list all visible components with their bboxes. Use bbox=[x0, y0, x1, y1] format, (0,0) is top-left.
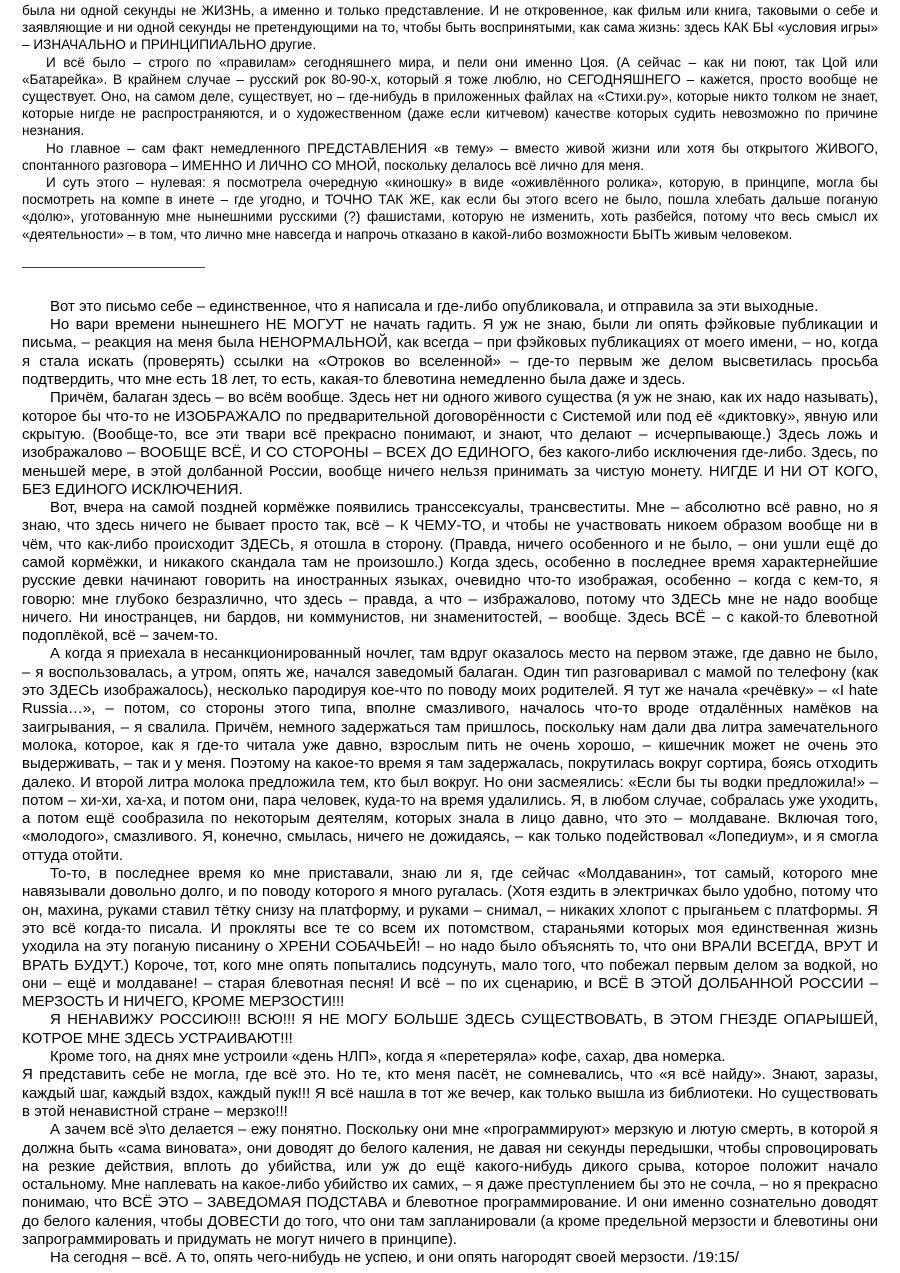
paragraph: То-то, в последнее время ко мне приставали, знаю ли я, где сейчас «Молдаванин», тот самый, которого мне навязывали довольно долго, и по поводу которого я много ругалась. (Хотя ездить в электричках было удобно, потому что он, махина, руками ставил тётку снизу на платформу, и руками – снимал, – никаких хлопот с прыганьем с платформы. Я это всё когда-то писала. И прокляты все те со всем их потомством, стараньями которых моя единственная жизнь уходила на эту поганую писанину о ХРЕНИ СОБАЧЬЕЙ! – но надо было объяснять то, что они ВРАЛИ ВСЕГДА, ВРУТ И ВРАТЬ БУДУТ.) Короче, тот, кого мне опять попытались подсунуть, мало того, что побежал первым делом за водкой, но они – ещё и молдаване! – старая блевотная песня! И всё – по их сценарию, и ВСЁ В ЭТОЙ ДОЛБАННОЙ РОССИИ – МЕРЗОСТЬ И НИЧЕГО, КРОМЕ МЕРЗОСТИ!!! bbox=[22, 865, 878, 1011]
document-page bbox=[22, 0, 878, 1268]
paragraph: А зачем всё э\то делается – ежу понятно. Поскольку они мне «программируют» мерзкую и лютую смерть, в которой я должна быть «сама виновата», они доводят до белого каления, не давая ни секунды передышки, чтобы спровоцировать на резкие действия, вплоть до убийства, или уж до ещё какого-нибудь дикого срыва, которое положит начало остальному. Мне наплевать на какое-либо убийство их самих, – я даже преступлением бы это не сочла, – но я прекрасно понимаю, что ВСЁ ЭТО – ЗАВЕДОМАЯ ПОДСТАВА и блевотное программирование. И они именно сознательно доводят до белого каления, чтобы ДОВЕСТИ до того, что они там запланировали (а кроме предельной мерзости и блевотины они запрограммировать и придумать не могут ничего в принципе). bbox=[22, 1121, 878, 1248]
paragraph: Причём, балаган здесь – во всём вообще. Здесь нет ни одного живого существа (я уж не знаю, как их надо называть), которое бы что-то не ИЗОБРАЖАЛО по предварительной договорённости с Системой или под её «диктовку», явную или скрытую. (Вообще-то, все эти твари всё прекрасно понимают, и знают, что делают – исчерпывающе.) Здесь ложь и изображалово – ВООБЩЕ ВСЁ, И СО СТОРОНЫ – ВСЕХ ДО ЕДИНОГО, без какого-либо исключения где-либо. Здесь, по меньшей мере, в этой долбанной России, вообще ничего нельзя принимать за чистую монету. НИГДЕ И НИ ОТ КОГО, БЕЗ ЕДИНОГО ИСКЛЮЧЕНИЯ. bbox=[22, 389, 878, 498]
paragraph: И суть этого – нулевая: я посмотрела очередную «киношку» в виде «оживлённого ролика», которую, в принципе, могла бы посмотреть на компе в инете – где угодно, и ТОЧНО ТАК ЖЕ, как если бы этого всего не было, пошла хлебать дальше поганую «долю», уготованную мне нынешними русскими (?) фашистами, которую не изменить, хоть разбейся, потому что весь смысл их «деятельности» – в том, что лично мне навсегда и напрочь отказано в какой-либо возможности БЫТЬ живым человеком. bbox=[22, 175, 878, 242]
paragraph: И всё было – строго по «правилам» сегодняшнего мира, и пели они именно Цоя. (А сейчас – как ни поют, так Цой или «Батарейка». В крайнем случае – русский рок 80-90-х, который я тоже люблю, но СЕГОДНЯШНЕГО – кажется, просто вообще не существует. Оно, на самом деле, существует, но – где-нибудь в приложенных файлах на «Стихи.ру», которые никто толком не знает, которые нигде не распространяются, и о художественном (даже если китчевом) качестве которых судить невозможно по причине незнания. bbox=[22, 54, 878, 139]
section-divider bbox=[22, 267, 205, 268]
paragraph: На сегодня – всё. А то, опять чего-нибудь не успею, и они опять нагородят своей мерзости. /19:15/ bbox=[50, 1249, 740, 1267]
paragraph: Я представить себе не могла, где всё это. Но те, кто меня пасёт, не сомневались, что «я всё найду». Знают, заразы, каждый шаг, каждый вздох, каждый пук!!! Я всё нашла в тот же вечер, как только вышла из библиотеки. Но существовать в этой ненавистной стране – мерзко!!! bbox=[22, 1066, 878, 1120]
paragraph: Но главное – сам факт немедленного ПРЕДСТАВЛЕНИЯ «в тему» – вместо живой жизни или хотя бы открытого ЖИВОГО, спонтанного разговора – ИМЕННО И ЛИЧНО СО МНОЙ, поскольку делалось всё лично для меня. bbox=[22, 140, 878, 173]
paragraph: была ни одной секунды не ЖИЗНЬ, а именно и только представление. И не откровенное, как фильм или книга, таковыми о себе и заявляющие и ни одной секунды не претендующими на то, чтобы быть воспринятыми, как сама жизнь: здесь КАК БЫ «условия игры» – ИЗНАЧАЛЬНО и ПРИНЦИПИАЛЬНО другие. bbox=[22, 3, 878, 53]
previous-text-section bbox=[22, 0, 878, 243]
paragraph: Кроме того, на днях мне устроили «день НЛП», когда я «перетеряла» кофе, сахар, два номерка. bbox=[50, 1048, 726, 1066]
paragraph: Но вари времени нынешнего НЕ МОГУТ не начать гадить. Я уж не знаю, были ли опять фэйковые публикации и письма, – реакция на меня была НЕНОРМАЛЬНОЙ, как всегда – при фэйковых публикациях от моего имени, – но, когда я стала искать (проверять) ссылки на «Отроков во вселенной» – где-то первым же делом высветилась просьба подтвердить, что мне есть 18 лет, то есть, какая-то блевотина немедленно была даже и здесь. bbox=[22, 316, 878, 389]
paragraph: Вот это письмо себе – единственное, что я написала и где-либо опубликовала, и отправила за эти выходные. bbox=[50, 297, 819, 315]
letter-section bbox=[22, 298, 878, 1268]
paragraph: Вот, вчера на самой поздней кормёжке появились транссексуалы, трансвеститы. Мне – абсолютно всё равно, но я знаю, что здесь ничего не бывает просто так, всё – К ЧЕМУ-ТО, и чтобы не участвовать никоем образом вообще ни в чём, что как-либо происходит ЗДЕСЬ, я отошла в сторону. (Правда, ничего особенного и не было, – они ушли ещё до самой кормёжки, и никакого скандала там не произошло.) Когда здесь, особенно в последнее время характернейшие русские девки начинают говорить на иностранных языках, очевидно что-то изображая, особенно – когда с кем-то, я говорю: мне глубоко безразлично, что здесь – правда, а что – избражалово, потому что ЗДЕСЬ мне не надо вообще ничего. Ни иностранцев, ни бардов, ни коммунистов, ни знаменитостей, – вообще. Здесь ВСЁ – с какой-то блевотной подоплёкой, всё – зачем-то. bbox=[22, 499, 878, 645]
paragraph: Я НЕНАВИЖУ РОССИЮ!!! ВСЮ!!! Я НЕ МОГУ БОЛЬШЕ ЗДЕСЬ СУЩЕСТВОВАТЬ, В ЭТОМ ГНЕЗДЕ ОПАРЫШЕЙ, КОТРОЕ МНЕ ЗДЕСЬ УСТРАИВАЮТ!!! bbox=[22, 1011, 878, 1047]
paragraph: А когда я приехала в несанкционированный ночлег, там вдруг оказалось место на первом этаже, где давно не было, – я воспользовалась, а утром, опять же, начался заведомый балаган. Один тип разговаривал с мамой по телефону (как это ЗДЕСЬ изображалось), несколько пародируя кое-что по поводу моих родителей. Я тут же начала «речёвку» – «I hate Russia…», – потом, со стороны этого типа, вполне смазливого, началось что-то вроде отдалённых намёков на заигрывания, – я свалила. Причём, немного задержаться там пришлось, поскольку нам дали два литра замечательного молока, которое, как я где-то читала уже давно, взрослым пить не очень хорошо, – кишечник может не очень это выдерживать, – так и у меня. Поэтому на какое-то время я там задержалась, покрутилась вокруг сортира, боясь отходить далеко. И второй литра молока предложила тем, кто был вокруг. Но они засмеялись: «Если бы ты водки предложила!» – потом – хи-хи, ха-ха, и потом они, пара человек, куда-то на время удалились. Я, в любом случае, собралась уже уходить, а потом ещё сообразила по некоторым деятелям, которых знала в лицо давно, что это – молдаване. Включая того, «молодого», смазливого. Я, конечно, смылась, ничего не дожидаясь, – как только подействовал «Лопедиум», и я смогла оттуда отойти. bbox=[22, 645, 878, 864]
